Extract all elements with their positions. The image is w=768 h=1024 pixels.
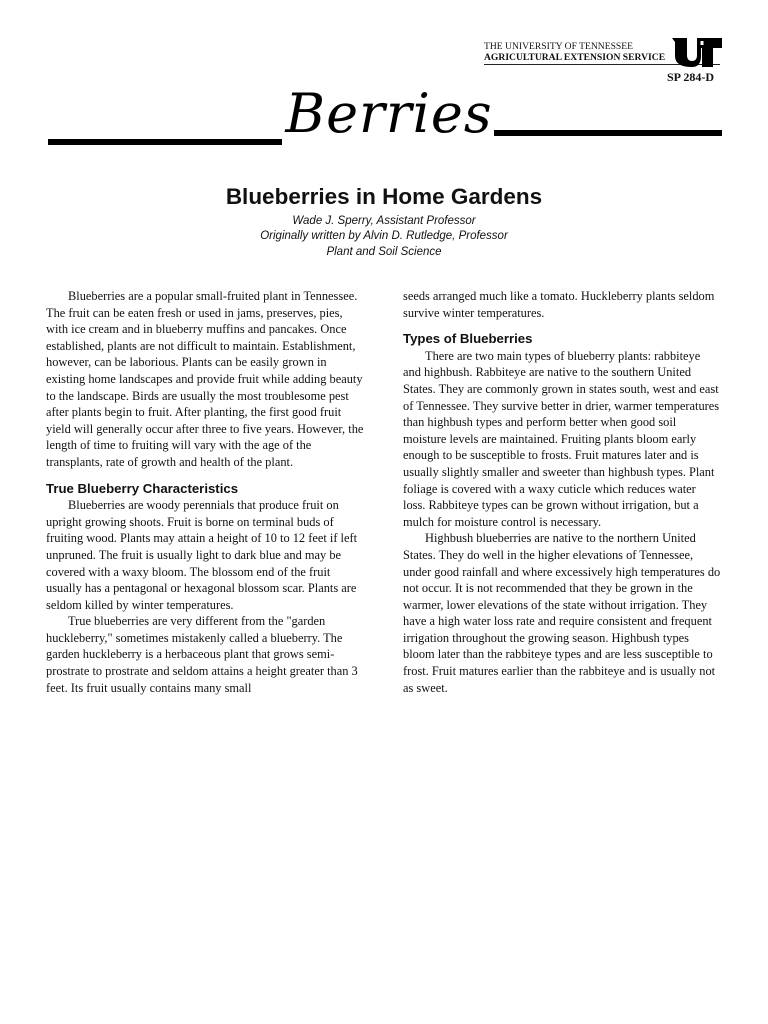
document-title: Blueberries in Home Gardens bbox=[225, 184, 543, 209]
institution-line-2: AGRICULTURAL EXTENSION SERVICE bbox=[484, 52, 666, 63]
publication-code: SP 284-D bbox=[666, 70, 714, 84]
byline-original-author: Originally written by Alvin D. Rutledge, Professor bbox=[260, 230, 508, 242]
left-column bbox=[46, 288, 364, 696]
characteristics-paragraph-2: True blueberries are very different from the "garden huckleberry," sometimes mistakenly called a blueberry. The garden huckleberry is a herbaceous plant that grows semi-prostrate to prostrate and seldom attains a height greater than 3 feet. Its fruit usually contains many small bbox=[46, 614, 358, 695]
banner-rule-left bbox=[48, 139, 282, 145]
institution-line-1: THE UNIVERSITY OF TENNESSEE bbox=[484, 41, 633, 52]
intro-paragraph: Blueberries are a popular small-fruited plant in Tennessee. The fruit can be eaten fresh or used in jams, preserves, pies, with ice cream and in blueberry muffins and pancakes. Once established, plants are not difficult to maintain. Establishment, however, can be laborious. Plants can be easily grown in existing home landscapes and provide fruit while adding beauty to the landscape. Birds are usually the most troublesome pest after plants begin to fruit. After planting, the first good fruit yield will generally occur after three to five years. However, the length of time to fruiting will vary with the age of the transplants, rate of growth and health of the plant. bbox=[46, 289, 364, 469]
banner-title: Berries bbox=[285, 82, 493, 145]
right-column bbox=[403, 288, 721, 696]
characteristics-paragraph-1: Blueberries are woody perennials that produce fruit on upright growing shoots. Fruit is borne on terminal buds of fruiting wood. Plants may attain a height of 10 to 12 feet if left unpruned. The fruit is usually light to dark blue and may be covered with a waxy bloom. The blossom end of the fruit usually has a pentagonal or hexagonal blossom scar. Plants are seldom killed by winter temperatures. bbox=[46, 498, 358, 612]
ut-logo bbox=[670, 37, 722, 67]
institution-header bbox=[484, 37, 720, 67]
types-paragraph-highbush: Highbush blueberries are native to the northern United States. They do well in the higher elevations of Tennessee, under good rainfall and where excessively high temperatures do not occur. It is not recommended that they be grown in the warmer, lower elevations of the state without irrigation. They have a high water loss rate and require consistent and frequent irrigation throughout the growing season. Highbush types bloom later than the rabbiteye types and are less susceptible to frost. Fruit matures earlier than the rabbiteye and is usually not as sweet. bbox=[403, 531, 721, 695]
byline-author: Wade J. Sperry, Assistant Professor bbox=[292, 215, 476, 227]
banner-rule-right bbox=[494, 130, 722, 136]
section-heading-types: Types of Blueberries bbox=[403, 331, 533, 347]
types-paragraph-rabbiteye: There are two main types of blueberry plants: rabbiteye and highbush. Rabbiteye are native to the southern United States. They are commonly grown in states south, west and east of Tennessee. They survive better in drier, warmer temperatures than highbush types and perform better when good soil moisture levels are maintained. Fruiting plants bloom early enough to be susceptible to frosts. Fruit matures later and is usually slightly smaller and sweeter than highbush types. Plant foliage is covered with a waxy cuticle which reduces water loss. Rabbiteye types can be grown without irrigation, but a mulch for moisture control is necessary. bbox=[403, 348, 720, 529]
section-heading-characteristics: True Blueberry Characteristics bbox=[46, 480, 239, 496]
continued-paragraph: seeds arranged much like a tomato. Huckleberry plants seldom survive winter temperatures. bbox=[403, 289, 715, 320]
byline-department: Plant and Soil Science bbox=[326, 246, 442, 258]
institution-name bbox=[484, 41, 665, 63]
